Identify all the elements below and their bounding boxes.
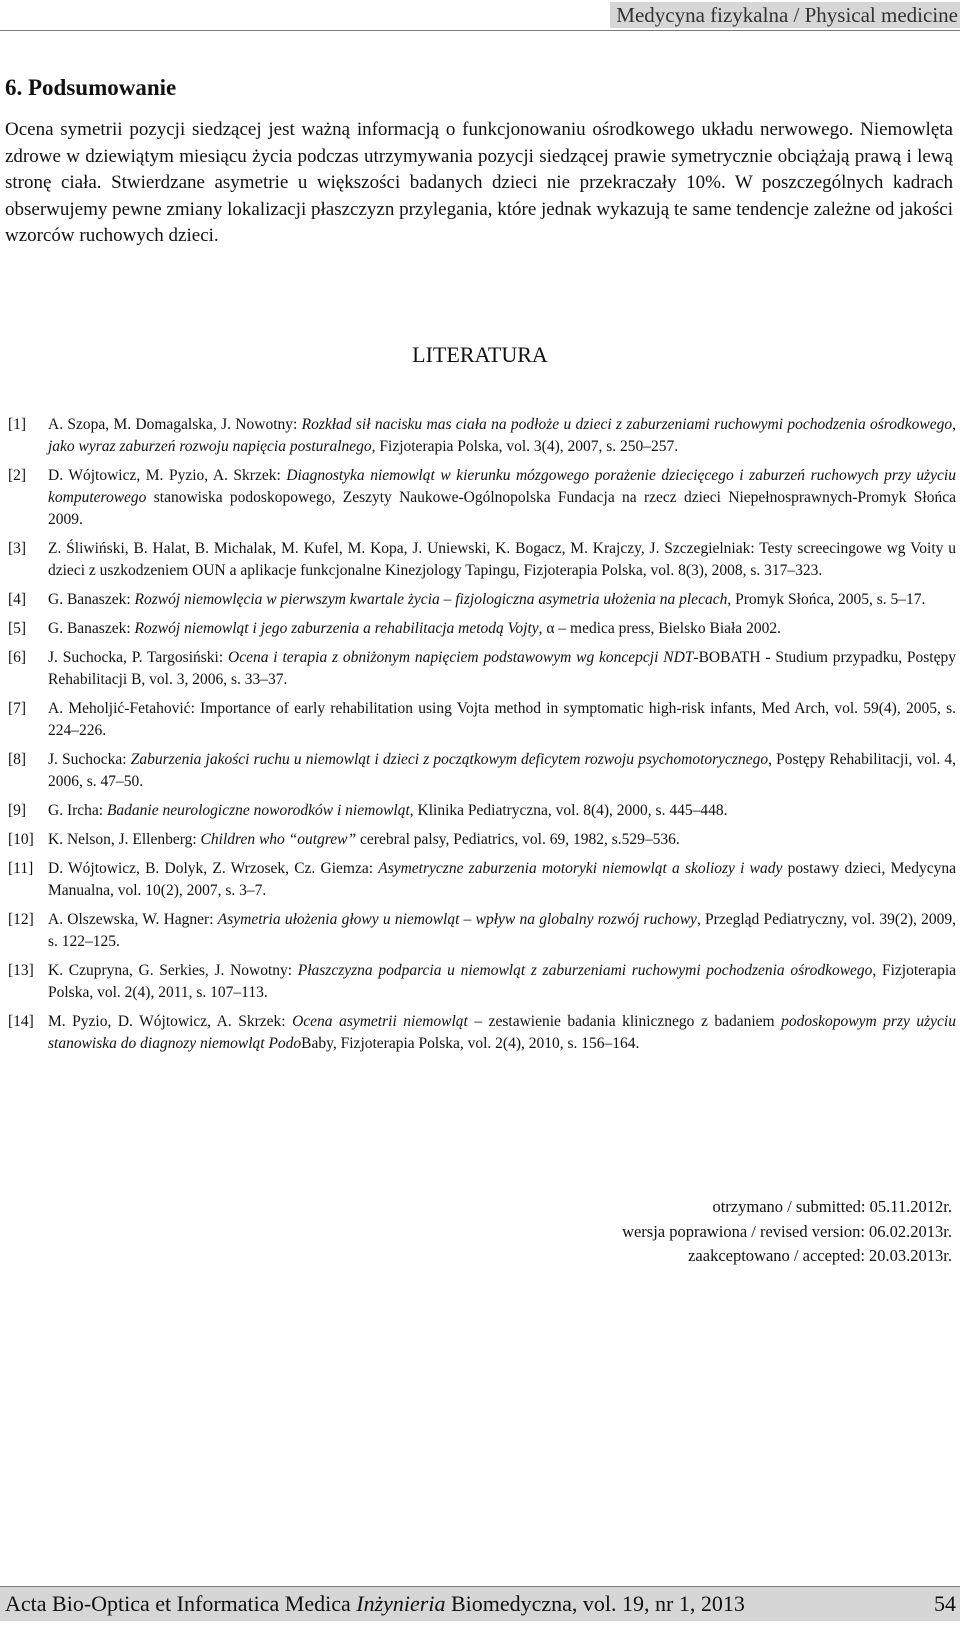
reference-text: [48, 1013, 956, 1052]
reference-segment: A. Meholjić-Fetahović: Importance of early rehabilitation using Vojta method in symptomatic high-risk infants, Med Arch, vol. 59(4), 2005, s. 224–226.: [48, 700, 956, 739]
reference-item: [8, 414, 956, 458]
reference-number: [12]: [8, 911, 34, 928]
revised-date: wersja poprawiona / revised version: 06.02.2013r.: [622, 1221, 952, 1241]
reference-segment: stanowiska podoskopowego, Zeszyty Naukowe-Ogólnopolska Fundacja na rzecz dzieci Niepełnosprawnych-Promyk Słońca 2009.: [48, 489, 956, 528]
reference-item: [8, 647, 956, 691]
reference-title: Rozwój niemowlęcia w pierwszym kwartale życia – fizjologiczna asymetria ułożenia na plecach: [134, 591, 728, 608]
reference-text: [48, 751, 956, 790]
reference-title: Badanie neurologiczne noworodków i niemowląt: [106, 802, 410, 819]
reference-number: [8]: [8, 751, 27, 768]
reference-segment: Baby, Fizjoterapia Polska, vol. 2(4), 2010, s. 156–164.: [301, 1035, 640, 1052]
reference-title: Asymetria ułożenia głowy u niemowląt – wpływ na globalny rozwój ruchowy: [217, 911, 697, 928]
submission-dates: [622, 1195, 952, 1269]
reference-text: [48, 911, 956, 950]
summary-sentence-3: W poszczególnych kadrach obserwujemy pewne zmiany lokalizacji płaszczyzn przylegania, które jednak wykazują te same tendencje zależne od jakości wzorców ruchowych dzieci.: [5, 172, 953, 246]
reference-list: [8, 414, 956, 1062]
reference-text: [48, 802, 727, 819]
reference-text: [48, 467, 956, 528]
reference-title: Płaszczyzna podparcia u niemowląt z zaburzeniami ruchowymi pochodzenia ośrodkowego: [297, 962, 873, 979]
reference-segment: , Fizjoterapia Polska, vol. 3(4), 2007, s. 250–257.: [371, 438, 679, 455]
reference-segment: G. Ircha:: [48, 802, 107, 819]
reference-item: [8, 829, 956, 851]
reference-text: [48, 831, 680, 848]
reference-title: podoskopowym przy użyciu stanowiska do diagnozy niemowląt Podo: [48, 1013, 956, 1052]
reference-number: [14]: [8, 1013, 34, 1030]
journal-citation: [5, 1590, 745, 1618]
journal-name-b: Biomedyczna, vol. 19, nr 1, 2013: [445, 1591, 745, 1616]
summary-sentence-1: Ocena symetrii pozycji siedzącej jest ważną informacją o funkcjonowaniu ośrodkowego układu nerwowego. Niemowlęta zdrowe w dziewiątym miesiącu życia podczas utrzymywania pozycji siedzącej prawie symetrycznie obciążają prawą i lewą stronę ciała.: [5, 119, 953, 193]
reference-text: [48, 591, 925, 608]
reference-item: [8, 1011, 956, 1055]
reference-item: [8, 749, 956, 793]
reference-number: [1]: [8, 416, 27, 433]
reference-item: [8, 909, 956, 953]
reference-text: [48, 649, 956, 688]
reference-item: [8, 538, 956, 582]
reference-title: Diagnostyka niemowląt w kierunku mózgowego porażenie dziecięcego i zaburzeń ruchowych przy użyciu komputerowego: [48, 467, 956, 506]
reference-title: Asymetryczne zaburzenia motoryki niemowląt a skoliozy i wady: [378, 860, 783, 877]
reference-item: [8, 589, 956, 611]
reference-title: Ocena asymetrii niemowląt: [292, 1013, 468, 1030]
reference-number: [6]: [8, 649, 27, 666]
reference-number: [7]: [8, 700, 27, 717]
reference-segment: J. Suchocka, P. Targosiński:: [48, 649, 229, 666]
reference-number: [2]: [8, 467, 27, 484]
page-number: 54: [934, 1591, 956, 1616]
reference-title: Zaburzenia jakości ruchu u niemowląt i dzieci z początkowym deficytem rozwoju psychomotorycznego: [130, 751, 769, 768]
reference-item: [8, 698, 956, 742]
reference-segment: D. Wójtowicz, M. Pyzio, A. Skrzek:: [48, 467, 287, 484]
reference-number: [11]: [8, 860, 34, 877]
reference-title: Ocena i terapia z obniżonym napięciem podstawowym wg koncepcji NDT: [228, 649, 694, 666]
reference-segment: , Fizjoterapia Polska, vol. 2(4), 2011, s. 107–113.: [48, 962, 956, 1001]
journal-name-a: Acta Bio-Optica et Informatica Medica: [5, 1591, 357, 1616]
section-title: 6. Podsumowanie: [5, 75, 177, 100]
reference-segment: , Promyk Słońca, 2005, s. 5–17.: [727, 591, 926, 608]
reference-segment: K. Czupryna, G. Serkies, J. Nowotny:: [48, 962, 298, 979]
reference-segment: J. Suchocka:: [48, 751, 131, 768]
journal-section-label: Medycyna fizykalna / Physical medicine: [610, 2, 960, 28]
reference-segment: D. Wójtowicz, B. Dolyk, Z. Wrzosek, Cz. Giemza:: [48, 860, 379, 877]
reference-text: [48, 962, 956, 1001]
reference-text: [48, 700, 956, 739]
reference-segment: A. Szopa, M. Domagalska, J. Nowotny:: [48, 416, 302, 433]
journal-name-italic: Inżynieria: [356, 1591, 446, 1616]
reference-text: [48, 540, 956, 579]
reference-segment: A. Olszewska, W. Hagner:: [48, 911, 218, 928]
reference-text: [48, 416, 956, 455]
summary-paragraph: [5, 117, 953, 250]
accepted-date: zaakceptowano / accepted: 20.03.2013r.: [688, 1246, 952, 1265]
reference-number: [9]: [8, 802, 27, 819]
reference-number: [3]: [8, 540, 27, 557]
summary-sentence-2: Stwierdzane asymetrie u większości badanych dzieci nie przekraczały 10%.: [111, 172, 735, 193]
reference-text: [48, 620, 781, 637]
reference-segment: , α – medica press, Bielsko Biała 2002.: [538, 620, 781, 637]
reference-title: Rozkład sił nacisku mas ciała na podłoże u dzieci z zaburzeniami ruchowymi pochodzenia ośrodkowego, jako wyraz zaburzeń rozwoju napięcia posturalnego: [48, 416, 956, 455]
reference-segment: cerebral palsy, Pediatrics, vol. 69, 1982, s.529–536.: [356, 831, 680, 848]
reference-segment: – zestawienie badania klinicznego z badaniem: [467, 1013, 782, 1030]
reference-title: Rozwój niemowląt i jego zaburzenia a rehabilitacja metodą Vojty: [134, 620, 539, 637]
reference-item: [8, 800, 956, 822]
reference-item: [8, 465, 956, 531]
reference-title: Children who “outgrew”: [200, 831, 357, 848]
reference-segment: Z. Śliwiński, B. Halat, B. Michalak, M. Kufel, M. Kopa, J. Uniewski, K. Bogacz, M. Krajczy, J. Szczegielniak: Testy screecingowe wg Voity u dzieci z uszkodzeniem OUN a aplikacje funkcjonalne Kinezjology Tapingu, Fizjoterapia Polska, vol. 8(3), 2008, s. 317–323.: [48, 540, 956, 579]
reference-segment: G. Banaszek:: [48, 591, 135, 608]
reference-segment: , Przegląd Pediatryczny, vol. 39(2), 2009, s. 122–125.: [48, 911, 956, 950]
reference-segment: M. Pyzio, D. Wójtowicz, A. Skrzek:: [48, 1013, 293, 1030]
reference-item: [8, 960, 956, 1004]
reference-item: [8, 858, 956, 902]
reference-segment: postawy dzieci, Medycyna Manualna, vol. 10(2), 2007, s. 3–7.: [48, 860, 956, 899]
references-heading: LITERATURA: [412, 342, 548, 367]
reference-number: [4]: [8, 591, 27, 608]
reference-number: [13]: [8, 962, 34, 979]
reference-segment: G. Banaszek:: [48, 620, 135, 637]
reference-segment: , Postępy Rehabilitacji, vol. 4, 2006, s. 47–50.: [48, 751, 956, 790]
reference-segment: K. Nelson, J. Ellenberg:: [48, 831, 201, 848]
submitted-date: otrzymano / submitted: 05.11.2012r.: [712, 1197, 952, 1216]
reference-number: [10]: [8, 831, 34, 848]
reference-text: [48, 860, 956, 899]
reference-number: [5]: [8, 620, 27, 637]
reference-segment: , Klinika Pediatryczna, vol. 8(4), 2000, s. 445–448.: [409, 802, 728, 819]
reference-segment: -BOBATH - Studium przypadku, Postępy Rehabilitacji B, vol. 3, 2006, s. 33–37.: [48, 649, 956, 688]
running-header: [0, 0, 960, 31]
reference-item: [8, 618, 956, 640]
